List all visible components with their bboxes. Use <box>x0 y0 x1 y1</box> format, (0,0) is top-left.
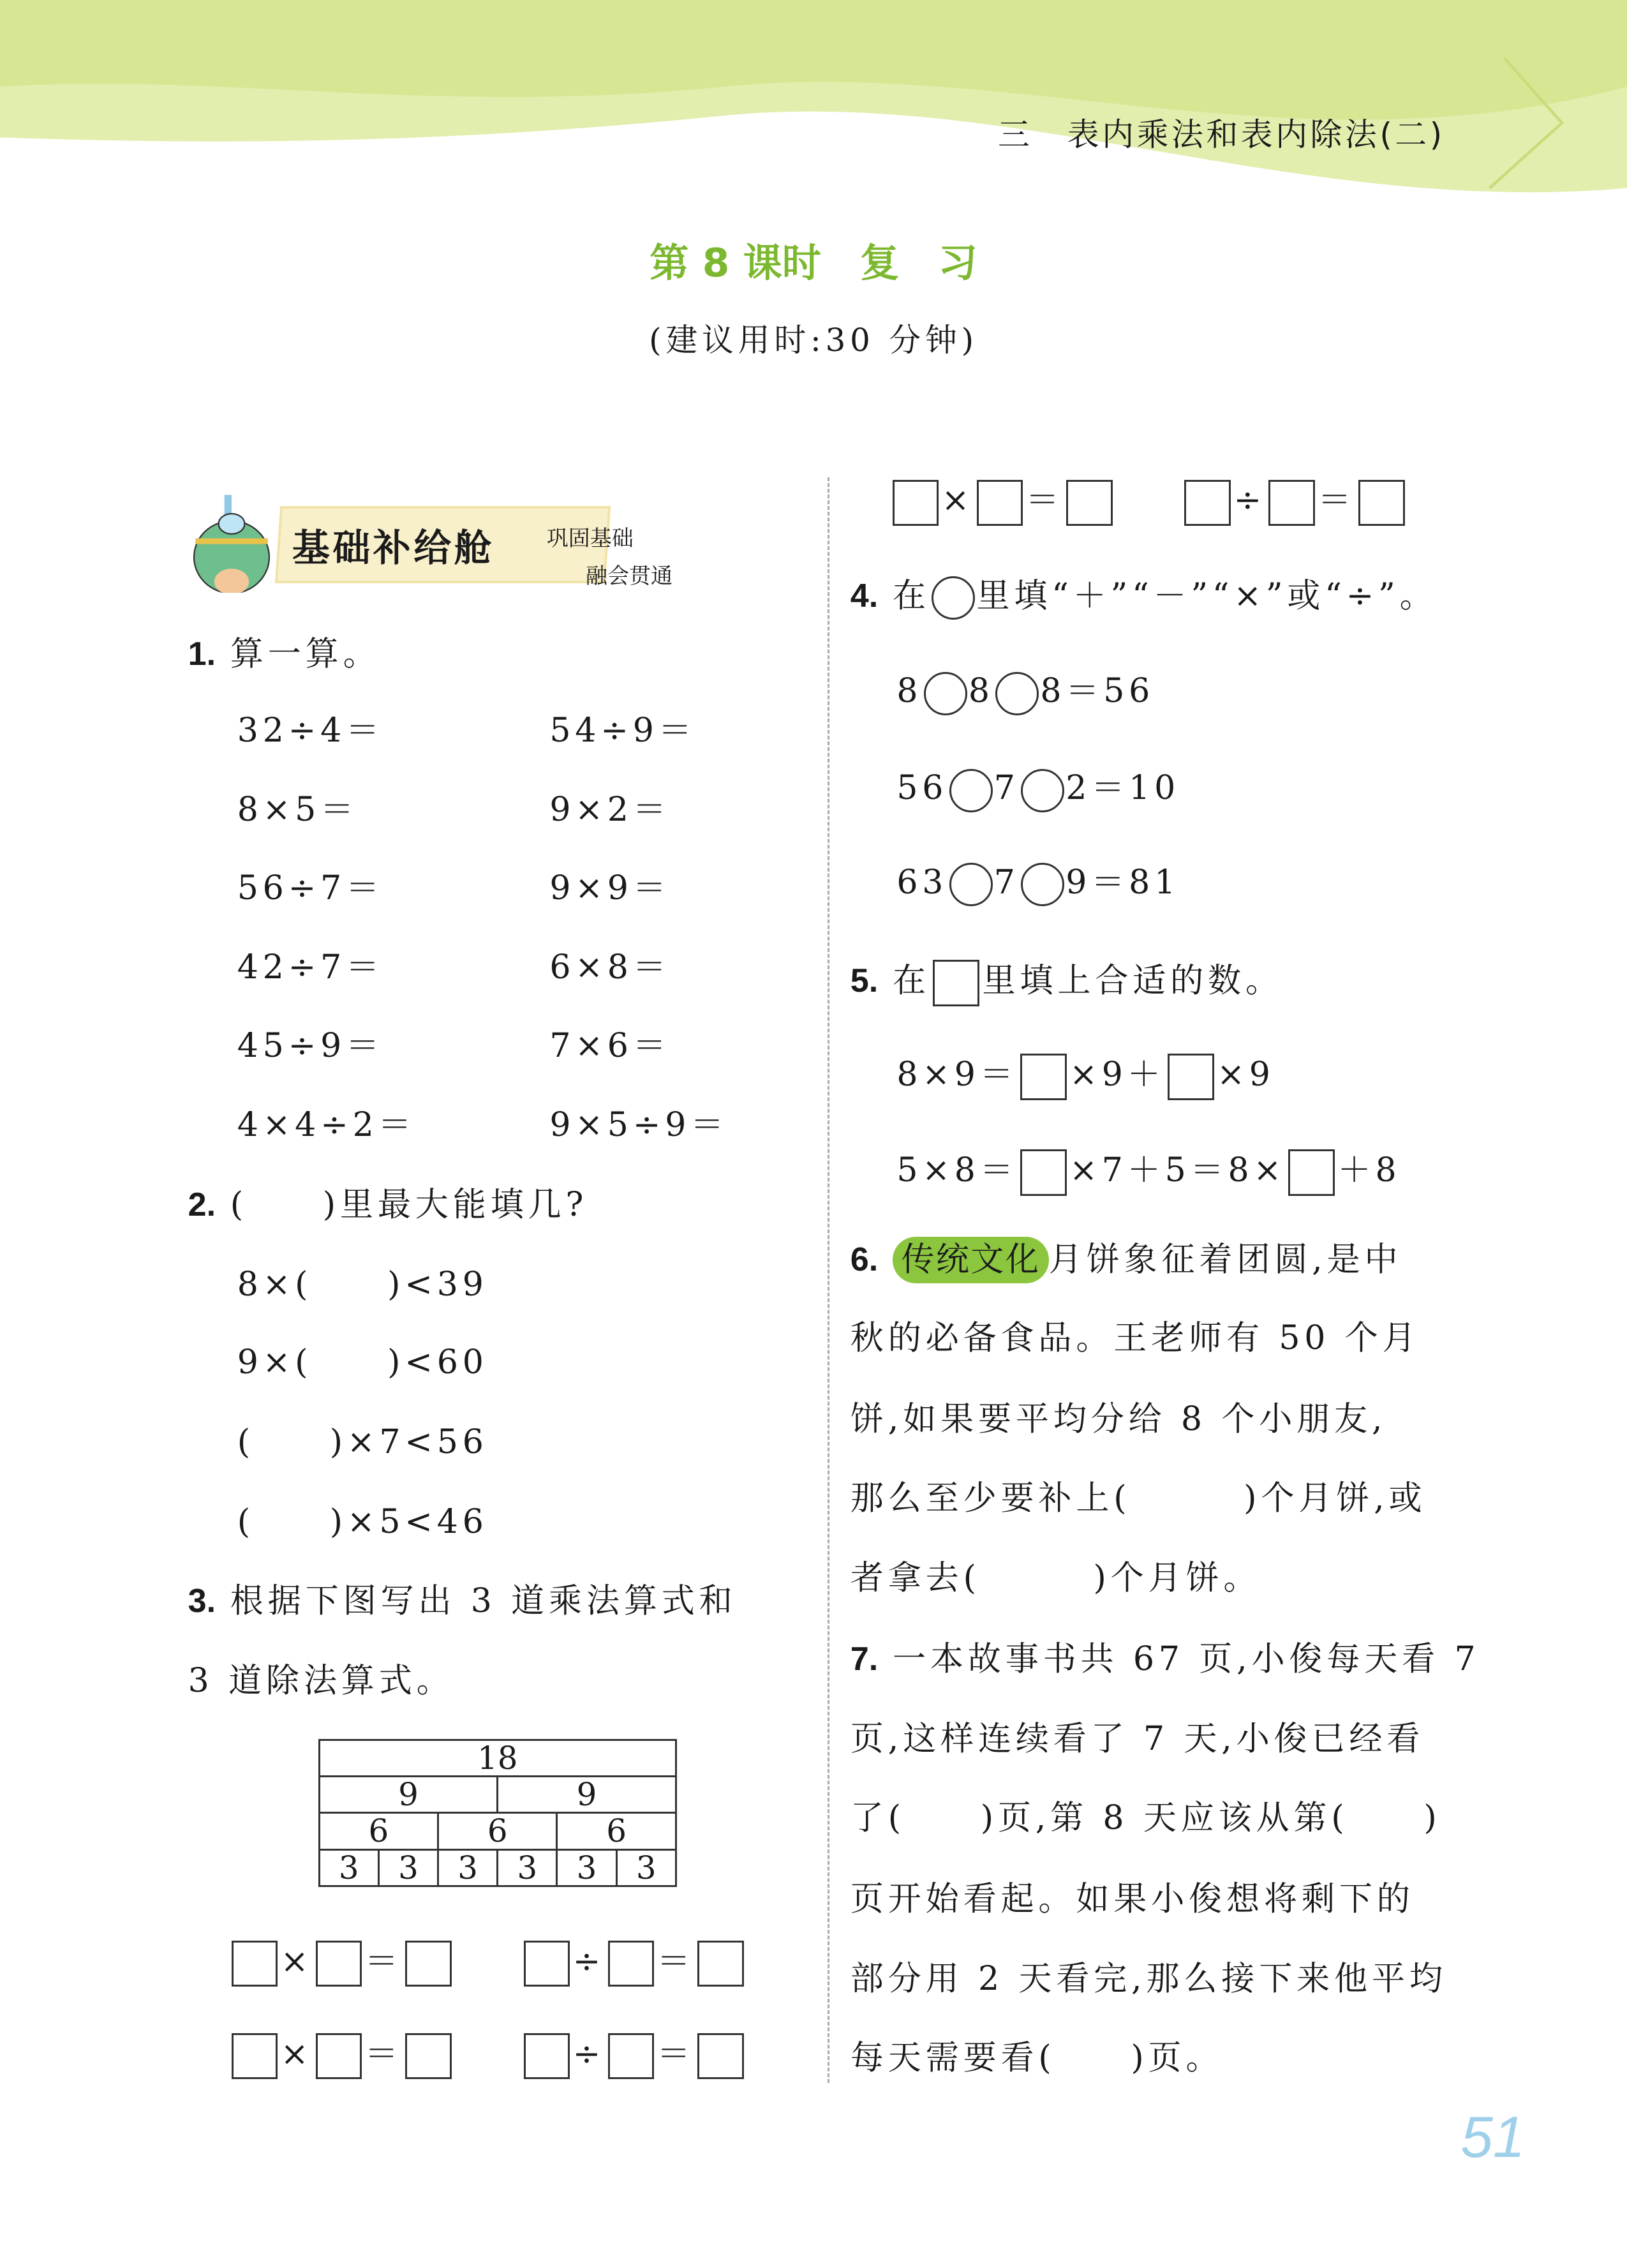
expr-text: 8＝56 <box>1040 672 1155 711</box>
answer-box[interactable] <box>1020 1054 1067 1100</box>
expr-text: 在 <box>892 961 930 1000</box>
expr-text: 7 <box>993 863 1020 902</box>
expr-text: 月饼象征着团圆,是中 <box>1048 1241 1402 1279</box>
q4-item <box>896 766 1180 812</box>
diagram-cell: 9 <box>498 1776 676 1812</box>
expr-text: ＋8 <box>1337 1151 1401 1190</box>
q6-text <box>893 1241 1402 1279</box>
answer-box[interactable] <box>933 960 979 1006</box>
expr-text: ÷ <box>1233 481 1266 520</box>
answer-box[interactable] <box>1358 480 1405 526</box>
page-number: 51 <box>1460 2105 1526 2170</box>
q7-line: 了( )页,第 8 天应该从第( ) <box>850 1799 1441 1838</box>
expr-text: 8 <box>968 672 994 711</box>
banner-slogan-2: 融会贯通 <box>585 563 672 589</box>
chapter-title: 三 表内乘法和表内除法(二) <box>998 116 1445 154</box>
answer-box[interactable] <box>316 2033 362 2080</box>
answer-box[interactable] <box>1020 1149 1067 1196</box>
q2-item: 9×( )<60 <box>237 1343 488 1382</box>
answer-box[interactable] <box>1268 480 1315 526</box>
expr-text: ＝ <box>657 1942 695 1981</box>
q3-mul-row <box>889 479 1115 526</box>
answer-box[interactable] <box>232 1941 278 1987</box>
answer-circle[interactable] <box>949 863 993 906</box>
expr-text: 56 <box>896 769 948 808</box>
expr-text: 在 <box>892 576 930 615</box>
diagram-cell: 6 <box>438 1813 557 1849</box>
expr-text: ÷ <box>572 1942 605 1981</box>
answer-circle[interactable] <box>995 672 1039 715</box>
q1-problem: 9×2＝ <box>549 791 671 830</box>
q7-line: 每天需要看( )页。 <box>850 2039 1224 2078</box>
expr-text: ＝ <box>1025 481 1064 520</box>
expr-text: 9＝81 <box>1066 863 1180 902</box>
diagram-cell: 3 <box>498 1849 557 1886</box>
q6-line: 秋的必备食品。王老师有 50 个月 <box>850 1318 1420 1357</box>
q1-problem: 56÷7＝ <box>237 869 384 907</box>
diagram-cell: 9 <box>319 1776 498 1812</box>
answer-box[interactable] <box>316 1941 362 1987</box>
answer-box[interactable] <box>1184 480 1231 526</box>
q3-mul-row <box>228 1940 454 1987</box>
answer-box[interactable] <box>697 1941 744 1987</box>
q3-mul-row <box>228 2033 454 2080</box>
q7-line: 页开始看起。如果小俊想将剩下的 <box>850 1880 1415 1919</box>
q7-line-1 <box>851 1638 1480 1681</box>
expr-text: × <box>280 1942 313 1981</box>
q5-item <box>896 1149 1400 1196</box>
q1-problem: 4×4÷2＝ <box>237 1106 416 1145</box>
banner-title: 基础补给舱 <box>292 526 495 571</box>
q7-line: 部分用 2 天看完,那么接下来他平均 <box>850 1959 1447 1998</box>
expr-text: ＝ <box>1318 481 1356 520</box>
expr-text: × <box>280 2034 313 2073</box>
q5-heading <box>851 959 1283 1006</box>
q3-div-row <box>1182 479 1408 526</box>
diagram-cell: 6 <box>319 1813 438 1849</box>
q1-heading <box>188 632 381 676</box>
expr-text: ＝ <box>657 2034 695 2073</box>
diagram-cell: 18 <box>319 1740 676 1776</box>
q3-div-row <box>521 1940 747 1987</box>
q3-number: 3. <box>188 1583 216 1620</box>
q2-item: ( )×5<46 <box>237 1502 488 1541</box>
expr-text: 里填上合适的数。 <box>982 961 1283 1000</box>
answer-circle[interactable] <box>949 769 993 812</box>
q5-item <box>896 1053 1274 1100</box>
q4-title <box>893 577 1438 615</box>
q3-diagram <box>318 1739 677 1888</box>
q3-div-row <box>521 2033 747 2080</box>
suggested-time: (建议用时:30 分钟) <box>649 322 978 359</box>
q1-problem: 6×8＝ <box>549 948 671 987</box>
q4-item <box>896 861 1180 907</box>
q5-title <box>893 962 1283 1000</box>
expr-text: 7 <box>993 769 1020 808</box>
q3-line-2: 3 道除法算式。 <box>188 1661 454 1700</box>
answer-circle[interactable] <box>1021 863 1064 906</box>
q3-text: 根据下图写出 3 道乘法算式和 <box>230 1582 737 1621</box>
answer-circle[interactable] <box>932 576 975 620</box>
column-divider <box>828 477 829 2083</box>
answer-box[interactable] <box>1168 1054 1214 1100</box>
q4-heading <box>851 574 1438 620</box>
q2-title: ( )里最大能填几? <box>230 1186 588 1225</box>
q6-line: 者拿去( )个月饼。 <box>850 1558 1261 1597</box>
expr-text: ＝ <box>364 1942 403 1981</box>
expr-text: ×9 <box>1217 1056 1275 1094</box>
q6-line: 那么至少要补上( )个月饼,或 <box>850 1479 1427 1518</box>
expr-text: ÷ <box>572 2034 605 2073</box>
q1-problem: 8×5＝ <box>237 791 359 830</box>
q6-line: 饼,如果要平均分给 8 个小朋友, <box>850 1399 1387 1438</box>
q1-problem: 42÷7＝ <box>237 948 384 987</box>
q2-heading <box>188 1183 588 1227</box>
answer-box[interactable] <box>405 1941 452 1987</box>
expr-text: 8 <box>896 672 923 711</box>
q2-item: ( )×7<56 <box>237 1422 488 1461</box>
q1-problem: 32÷4＝ <box>237 711 384 750</box>
q6-line-1 <box>851 1237 1402 1283</box>
diagram-cell: 3 <box>438 1849 498 1886</box>
expr-text: 63 <box>896 863 948 902</box>
q7-number: 7. <box>850 1640 879 1678</box>
diagram-cell: 3 <box>378 1849 438 1886</box>
answer-box[interactable] <box>1288 1149 1335 1196</box>
culture-tag: 传统文化 <box>893 1237 1049 1283</box>
answer-box[interactable] <box>405 2033 452 2080</box>
expr-text: 里填“＋”“－”“×”或“÷”。 <box>976 576 1438 615</box>
q1-problem: 54÷9＝ <box>549 711 696 750</box>
expr-text: ×7＋5＝8× <box>1069 1151 1286 1190</box>
q1-problem: 7×6＝ <box>549 1026 671 1065</box>
q7-line: 页,这样连续看了 7 天,小俊已经看 <box>850 1719 1425 1758</box>
answer-box[interactable] <box>524 1941 570 1987</box>
banner-slogan-1: 巩固基础 <box>546 525 634 551</box>
q4-number: 4. <box>850 577 879 615</box>
q1-number: 1. <box>188 635 216 673</box>
answer-box[interactable] <box>697 2033 744 2080</box>
q1-problem: 45÷9＝ <box>237 1026 384 1065</box>
diagram-cell: 3 <box>557 1849 616 1886</box>
answer-box[interactable] <box>232 2033 278 2080</box>
answer-box[interactable] <box>977 480 1023 526</box>
q1-title: 算一算。 <box>230 634 381 673</box>
q4-item <box>896 669 1154 715</box>
answer-circle[interactable] <box>1021 769 1064 812</box>
diagram-cell: 6 <box>557 1813 676 1849</box>
answer-box[interactable] <box>608 1941 655 1987</box>
diagram-cell: 3 <box>319 1849 378 1886</box>
q7-text: 一本故事书共 67 页,小俊每天看 7 <box>892 1639 1480 1678</box>
answer-circle[interactable] <box>924 672 967 715</box>
lesson-title: 第 8 课时 复 习 <box>650 240 977 286</box>
spaceship-mascot-icon <box>188 492 275 593</box>
expr-text: 8×9＝ <box>896 1056 1018 1094</box>
answer-box[interactable] <box>893 480 939 526</box>
q5-number: 5. <box>850 962 879 999</box>
expr-text: 2＝10 <box>1066 769 1180 808</box>
expr-text: 5×8＝ <box>896 1151 1018 1190</box>
q3-line-1 <box>188 1579 737 1623</box>
expr-text: ＝ <box>364 2034 403 2073</box>
q2-number: 2. <box>188 1186 216 1224</box>
expr-text: ×9＋ <box>1069 1056 1165 1094</box>
answer-box[interactable] <box>1066 480 1113 526</box>
q2-item: 8×( )<39 <box>237 1265 488 1304</box>
answer-box[interactable] <box>608 2033 655 2080</box>
q1-problem: 9×9＝ <box>549 869 671 907</box>
q6-number: 6. <box>850 1241 879 1278</box>
diagram-cell: 3 <box>616 1849 676 1886</box>
q1-problem: 9×5÷9＝ <box>549 1106 729 1145</box>
header-band <box>0 0 1627 202</box>
answer-box[interactable] <box>524 2033 570 2080</box>
expr-text: × <box>941 481 974 520</box>
